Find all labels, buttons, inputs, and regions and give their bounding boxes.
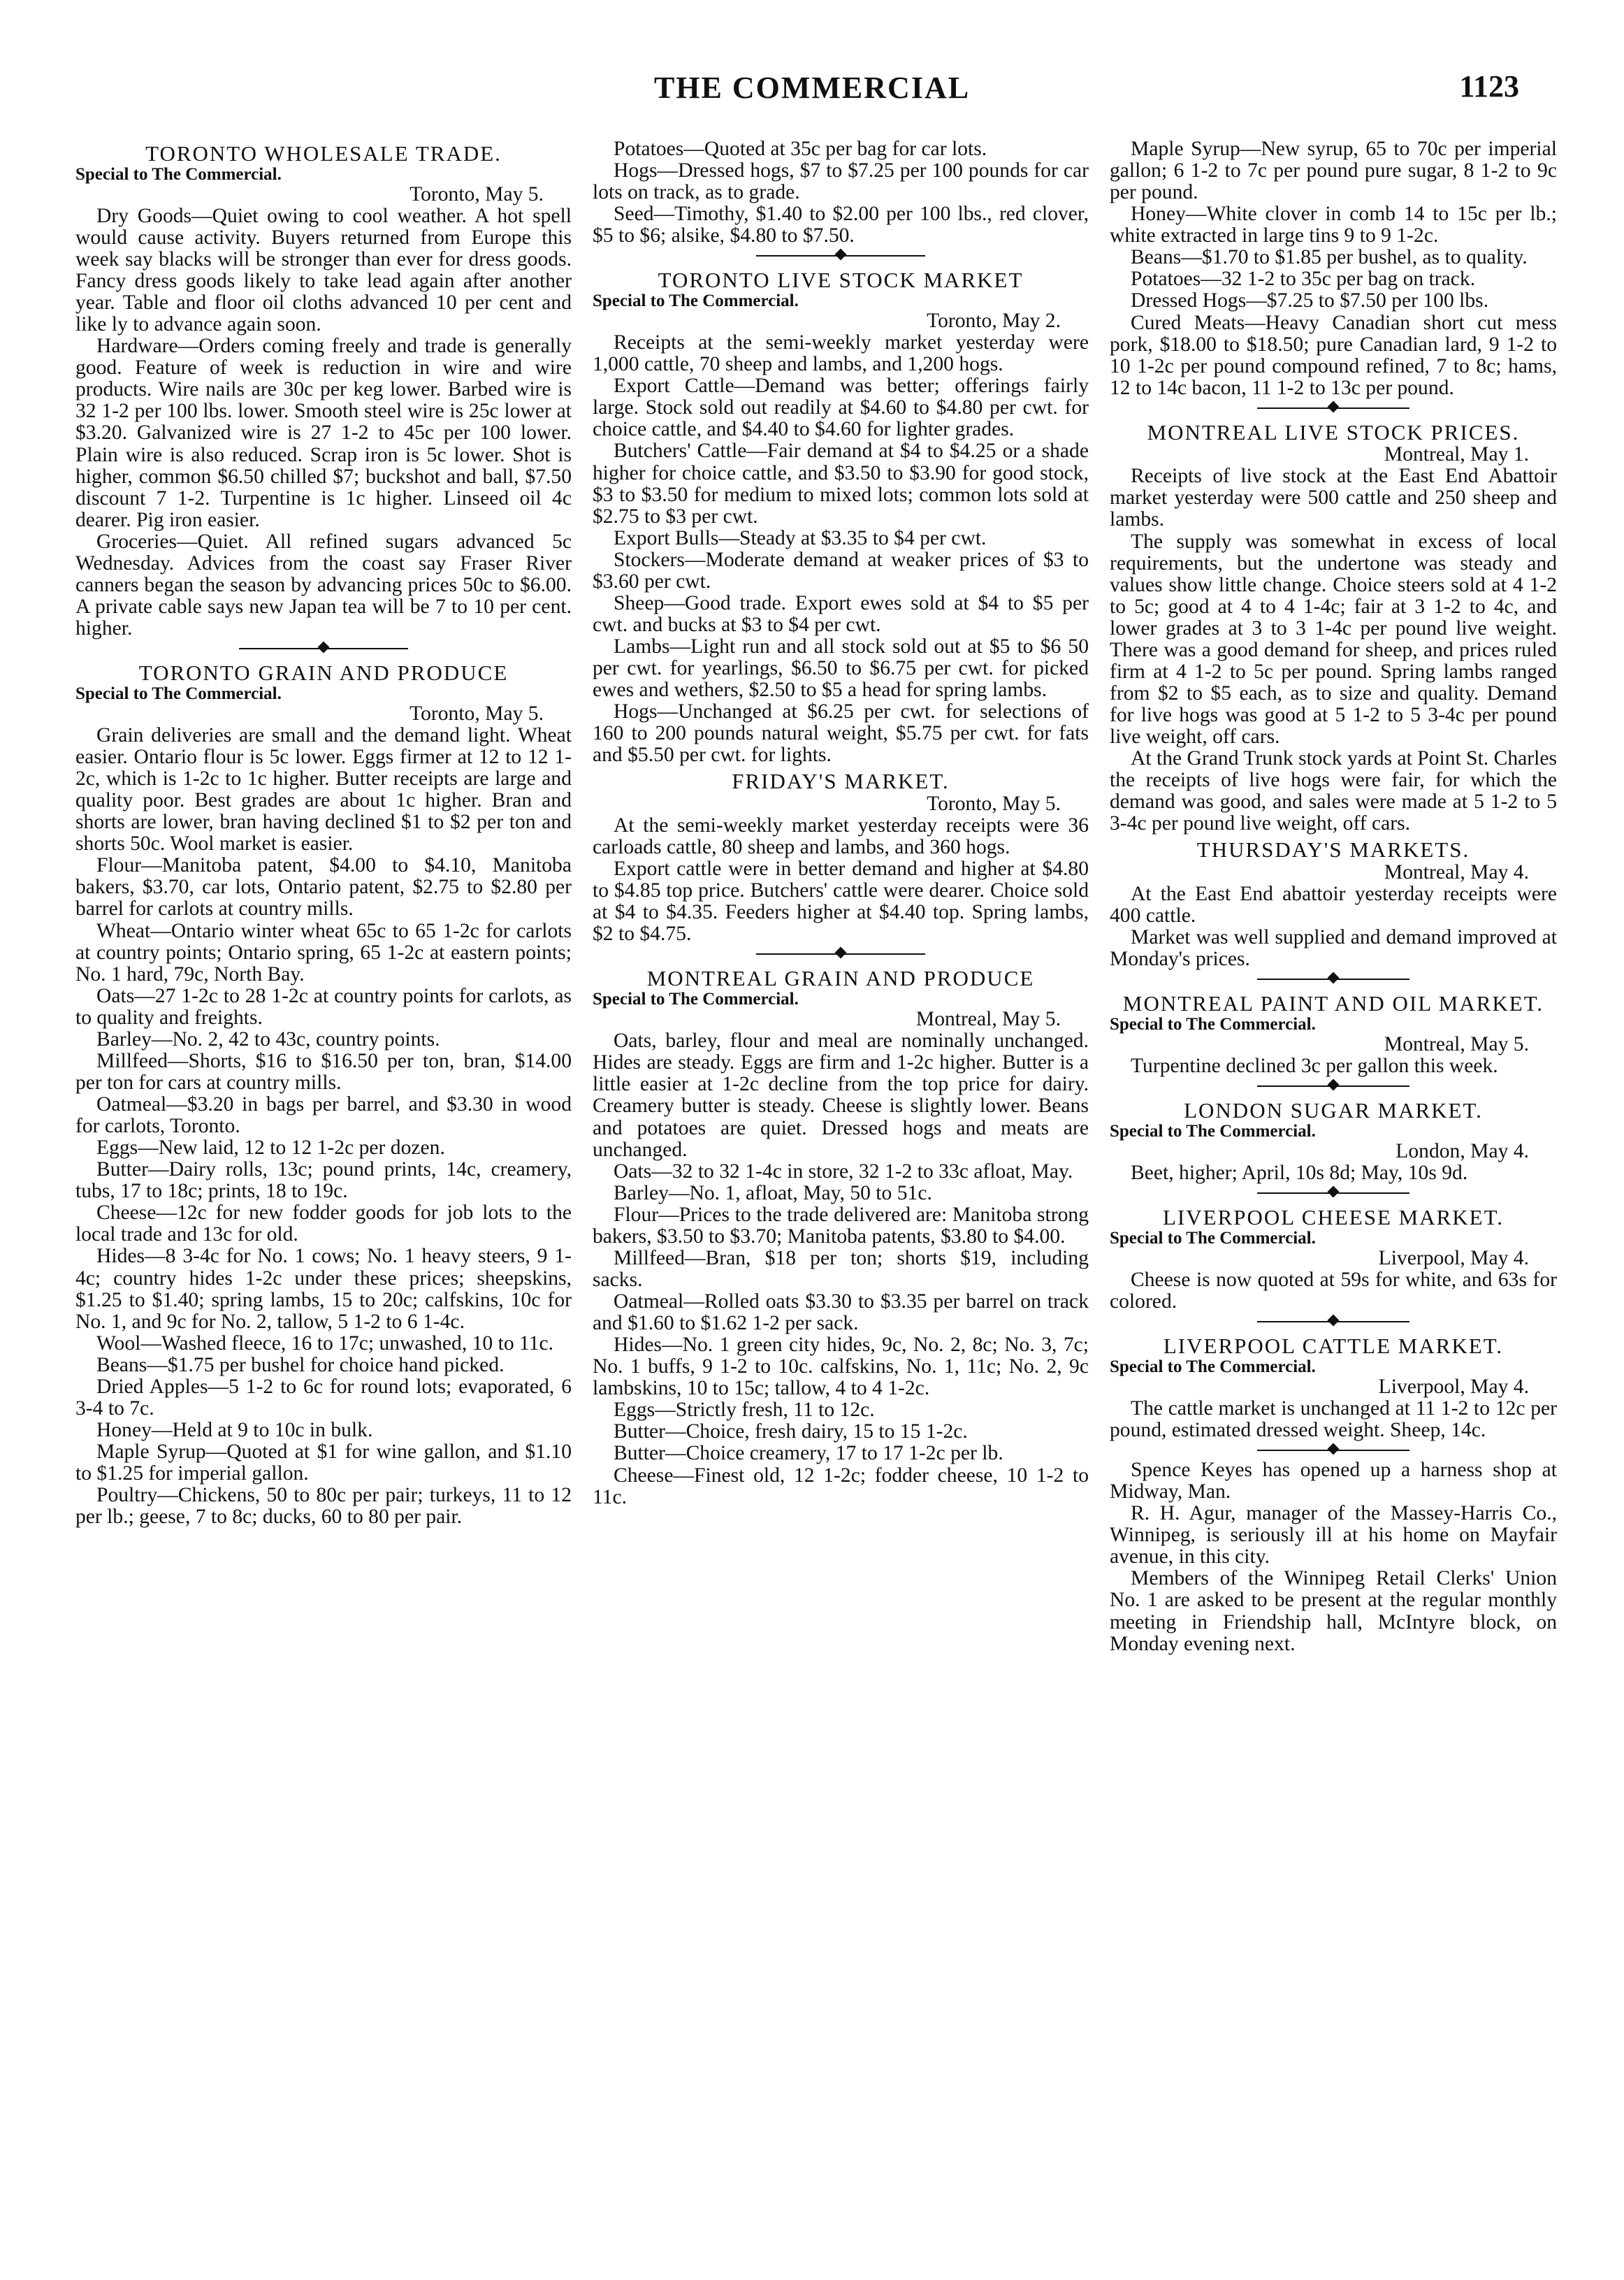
divider-ornament	[1328, 1186, 1340, 1198]
section-divider	[1110, 399, 1557, 417]
section-byline: Special to The Commercial.	[1110, 1014, 1316, 1034]
dateline: Montreal, May 5.	[1384, 1033, 1529, 1056]
paragraph: Oats—32 to 32 1-4c in store, 32 1-2 to 33c afloat, May.	[614, 1160, 1073, 1183]
paragraph: Export cattle were in better demand and higher at $4.80 to $4.85 top price. Butchers' cattle were dearer. Choice sold at $4 to $4.35. Feeders higher at $4.40 top. Spring lambs, $2 to $4.75.	[593, 858, 1089, 946]
paragraph: R. H. Agur, manager of the Massey-Harris Co., Winnipeg, is seriously ill at his home on Mayfair avenue, in this city.	[1110, 1502, 1557, 1568]
paragraph: The cattle market is unchanged at 11 1-2 to 12c per pound, estimated dressed weight. Sheep, 14c.	[1110, 1397, 1557, 1442]
paragraph: Dressed Hogs—$7.25 to $7.50 per 100 lbs.	[1131, 289, 1489, 312]
paragraph: At the East End abattoir yesterday receipts were 400 cattle.	[1110, 883, 1557, 928]
section-heading: TORONTO WHOLESALE TRADE.	[145, 141, 502, 166]
paragraph: Hides—8 3-4c for No. 1 cows; No. 1 heavy steers, 9 1-4c; country hides 1-2c under these prices; sheepskins, $1.25 to $1.40; spring lambs, 15 to 20c; calfskins, 10c for No. 1, and 9c for No. 2, tallow, 5 1-2 to 6 1-4c.	[75, 1245, 572, 1333]
section-byline: Special to The Commercial.	[1110, 1357, 1316, 1376]
divider-ornament	[1328, 401, 1340, 412]
section-divider	[1110, 1441, 1557, 1459]
dateline: Liverpool, May 4.	[1378, 1246, 1529, 1269]
paragraph: Honey—White clover in comb 14 to 15c per lb.; white extracted in large tins 9 to 9 1-2c.	[1110, 203, 1557, 247]
section-divider	[593, 247, 1089, 265]
paragraph: Honey—Held at 9 to 10c in bulk.	[96, 1418, 373, 1441]
paragraph: Beet, higher; April, 10s 8d; May, 10s 9d.	[1131, 1162, 1468, 1185]
column-middle	[593, 138, 1089, 2263]
paragraph: Butter—Choice, fresh dairy, 15 to 15 1-2c.	[614, 1420, 968, 1443]
paragraph: Export Cattle—Demand was better; offerings fairly large. Stock sold out readily at $4.60 to $4.80 per cwt. for choice cattle, and $4.40 to $4.60 for lighter grades.	[593, 375, 1089, 441]
section-divider	[1110, 970, 1557, 988]
dateline: Liverpool, May 4.	[1378, 1375, 1529, 1398]
paragraph: Potatoes—Quoted at 35c per bag for car lots.	[614, 138, 987, 160]
section-divider	[75, 640, 572, 658]
divider-ornament	[1328, 972, 1340, 984]
paragraph: Hardware—Orders coming freely and trade is generally good. Feature of week is reduction in wire and wire products. Wire nails are 30c per keg lower. Barbed wire is 32 1-2 per 100 lbs. lower. Smooth steel wire is 25c lower at $3.20. Galvanized wire is 27 1-2 to 45c per 100 lower. Plain wire is also reduced. Scrap iron is 5c lower. Shot is higher, common $6.50 chilled $7; buckshot and ball, $7.50 discount 7 1-2. Turpentine is 1c higher. Linseed oil 4c dearer. Pig iron easier.	[75, 335, 572, 531]
paragraph: Butter—Dairy rolls, 13c; pound prints, 14c, creamery, tubs, 17 to 18c; prints, 18 to 19c.	[75, 1158, 572, 1203]
section-divider	[1110, 1313, 1557, 1331]
section-heading: FRIDAY'S MARKET.	[732, 769, 950, 794]
section-heading: LIVERPOOL CATTLE MARKET.	[1163, 1334, 1504, 1359]
dateline: Toronto, May 5.	[409, 702, 544, 725]
section-divider	[1110, 1184, 1557, 1202]
dateline: Montreal, May 5.	[915, 1008, 1061, 1031]
paragraph: Maple Syrup—New syrup, 65 to 70c per imperial gallon; 6 1-2 to 7c per pound pure sugar, 8 1-2 to 9c per pound.	[1110, 138, 1557, 204]
section-byline: Special to The Commercial.	[1110, 1228, 1316, 1248]
section-byline: Special to The Commercial.	[593, 989, 799, 1009]
paragraph: Wheat—Ontario winter wheat 65c to 65 1-2c for carlots at country points; Ontario spring, 65 1-2c at eastern points; No. 1 hard, 79c, North Bay.	[75, 919, 572, 986]
paragraph: Potatoes—32 1-2 to 35c per bag on track.	[1131, 268, 1476, 291]
paragraph: Groceries—Quiet. All refined sugars advanced 5c Wednesday. Advices from the coast say Fraser River canners began the season by advancing prices 50c to $6.00. A private cable says new Japan tea will be 7 to 10 per cent. higher.	[75, 530, 572, 640]
paragraph: The supply was somewhat in excess of local requirements, but the undertone was steady and values show little change. Choice steers sold at 4 1-2 to 5c; good at 4 to 4 1-4c; fair at 3 1-2 to 4c, and lower grades at 3 to 3 1-4c per pound live weight. There was a good demand for sheep, and prices ruled firm at 4 1-2 to 5c per pound. Spring lambs ranged from $2 to $5 each, as to size and quality. Demand for live hogs was good at 5 1-2 to 5 3-4c per pound live weight, off cars.	[1110, 530, 1557, 749]
paragraph: Oats—27 1-2c to 28 1-2c at country points for carlots, as to quality and freights.	[75, 984, 572, 1029]
paragraph: Butchers' Cattle—Fair demand at $4 to $4.25 or a shade higher for choice cattle, and $3.50 to $3.90 for good stock, $3 to $3.50 for medium to mixed lots; common lots sold at $2.75 to $3 per cwt.	[593, 440, 1089, 528]
paragraph: Eggs—Strictly fresh, 11 to 12c.	[614, 1399, 875, 1422]
paragraph: Hides—No. 1 green city hides, 9c, No. 2, 8c; No. 3, 7c; No. 1 buffs, 9 1-2 to 10c. calfskins, No. 1, 11c; No. 2, 9c lambskins, 10 to 15c; tallow, 4 to 4 1-2c.	[593, 1334, 1089, 1400]
paragraph: Members of the Winnipeg Retail Clerks' Union No. 1 are asked to be present at the regular monthly meeting in Friendship hall, McIntyre block, on Monday evening next.	[1110, 1567, 1557, 1655]
page-number: 1123	[1459, 69, 1519, 103]
paragraph: Oatmeal—$3.20 in bags per barrel, and $3.30 in wood for carlots, Toronto.	[75, 1093, 572, 1138]
section-divider	[1110, 1077, 1557, 1095]
section-heading: LONDON SUGAR MARKET.	[1184, 1098, 1483, 1123]
section-byline: Special to The Commercial.	[593, 291, 799, 310]
section-heading: THURSDAY'S MARKETS.	[1196, 837, 1470, 863]
paragraph: Seed—Timothy, $1.40 to $2.00 per 100 lbs., red clover, $5 to $6; alsike, $4.80 to $7.50.	[593, 203, 1089, 247]
paragraph: Flour—Prices to the trade delivered are: Manitoba strong bakers, $3.50 to $3.70; Manitoba patents, $3.80 to $4.00.	[593, 1203, 1089, 1248]
section-divider	[593, 945, 1089, 963]
dateline: Toronto, May 5.	[927, 792, 1061, 815]
paragraph: Eggs—New laid, 12 to 12 1-2c per dozen.	[96, 1137, 445, 1160]
paragraph: Beans—$1.75 per bushel for choice hand picked.	[96, 1353, 505, 1376]
divider-ornament	[1328, 1079, 1340, 1091]
paragraph: Cheese is now quoted at 59s for white, and 63s for colored.	[1110, 1268, 1557, 1313]
page-header	[0, 0, 1624, 140]
paragraph: Dried Apples—5 1-2 to 6c for round lots; evaporated, 6 3-4 to 7c.	[75, 1375, 572, 1420]
divider-ornament	[1328, 1315, 1340, 1327]
paragraph: Hogs—Unchanged at $6.25 per cwt. for selections of 160 to 200 pounds natural weight, $5.75 per cwt. for fats and $5.50 per cwt. for lights.	[593, 700, 1089, 767]
paragraph: Maple Syrup—Quoted at $1 for wine gallon, and $1.10 to $1.25 for imperial gallon.	[75, 1441, 572, 1485]
paragraph: Dry Goods—Quiet owing to cool weather. A hot spell would cause activity. Buyers returned from Europe this week say blacks will be stronger than ever for dress goods. Fancy dress goods likely to take lead again after another year. Table and floor oil cloths advanced 10 per cent and like ly to advance again soon.	[75, 204, 572, 336]
paragraph: Cured Meats—Heavy Canadian short cut mess pork, $18.00 to $18.50; pure Canadian lard, 9 1-2 to 10 1-2c per pound compound refined, 7 to 8c; hams, 12 to 14c bacon, 11 1-2 to 13c per pound.	[1110, 311, 1557, 399]
section-byline: Special to The Commercial.	[75, 164, 282, 184]
paragraph: Oats, barley, flour and meal are nominally unchanged. Hides are steady. Eggs are firm and 1-2c higher. Butter is a little easier at 1-2c decline from the top price for dairy. Creamery butter is steady. Cheese is slightly lower. Beans and potatoes are quiet. Dressed hogs and meats are unchanged.	[593, 1030, 1089, 1161]
section-heading: MONTREAL PAINT AND OIL MARKET.	[1122, 991, 1544, 1016]
paragraph: Receipts of live stock at the East End Abattoir market yesterday were 500 cattle and 250 sheep and lambs.	[1110, 465, 1557, 531]
paragraph: Receipts at the semi-weekly market yesterday were 1,000 cattle, 70 sheep and lambs, and 1,200 hogs.	[593, 331, 1089, 376]
paragraph: Poultry—Chickens, 50 to 80c per pair; turkeys, 11 to 12 per lb.; geese, 7 to 8c; ducks, 60 to 80 per pair.	[75, 1484, 572, 1529]
paragraph: Cheese—12c for new fodder goods for job lots to the local trade and 13c for old.	[75, 1202, 572, 1246]
paragraph: Grain deliveries are small and the demand light. Wheat easier. Ontario flour is 5c lower. Eggs firmer at 12 to 12 1-2c, which is 1-2c to 1c higher. Butter receipts are large and quality poor. Best grades are about 1c higher. Bran and shorts are lower, bran having declined $1 to $2 per ton and shorts 50c. Wool market is easier.	[75, 723, 572, 856]
dateline: Montreal, May 4.	[1384, 860, 1529, 883]
paragraph: Market was well supplied and demand improved at Monday's prices.	[1110, 926, 1557, 971]
paragraph: Barley—No. 2, 42 to 43c, country points.	[96, 1027, 440, 1051]
divider-ornament	[1328, 1443, 1340, 1455]
paragraph: Millfeed—Bran, $18 per ton; shorts $19, including sacks.	[593, 1246, 1089, 1291]
paragraph: At the Grand Trunk stock yards at Point St. Charles the receipts of live hogs were fair, for which the demand was good, and sales were made at 5 1-2 to 5 3-4c per pound live weight, off cars.	[1110, 747, 1557, 835]
paragraph: Oatmeal—Rolled oats $3.30 to $3.35 per barrel on track and $1.60 to $1.62 1-2 per sack.	[593, 1290, 1089, 1335]
section-heading: MONTREAL GRAIN AND PRODUCE	[646, 966, 1035, 991]
column-left	[75, 138, 572, 2263]
paragraph: Flour—Manitoba patent, $4.00 to $4.10, Manitoba bakers, $3.70, car lots, Ontario patent, $2.75 to $2.80 per barrel for carlots at country mills.	[75, 854, 572, 921]
paragraph: Turpentine declined 3c per gallon this week.	[1131, 1055, 1498, 1078]
paragraph: Cheese—Finest old, 12 1-2c; fodder cheese, 10 1-2 to 11c.	[593, 1464, 1089, 1508]
paragraph: Spence Keyes has opened up a harness shop at Midway, Man.	[1110, 1459, 1557, 1503]
dateline: London, May 4.	[1395, 1140, 1529, 1162]
divider-ornament	[835, 947, 847, 959]
divider-ornament	[835, 249, 847, 261]
section-heading: MONTREAL LIVE STOCK PRICES.	[1147, 419, 1520, 445]
paragraph: Sheep—Good trade. Export ewes sold at $4 to $5 per cwt. and bucks at $3 to $4 per cwt.	[593, 591, 1089, 636]
paragraph: Butter—Choice creamery, 17 to 17 1-2c per lb.	[614, 1442, 1003, 1465]
paragraph: Millfeed—Shorts, $16 to $16.50 per ton, bran, $14.00 per ton for cars at country mills.	[75, 1049, 572, 1094]
paragraph: Wool—Washed fleece, 16 to 17c; unwashed, 10 to 11c.	[96, 1332, 554, 1355]
paragraph: Export Bulls—Steady at $3.35 to $4 per cwt.	[614, 526, 987, 549]
dateline: Toronto, May 5.	[409, 182, 544, 205]
divider-ornament	[318, 642, 330, 654]
section-byline: Special to The Commercial.	[75, 684, 282, 703]
dateline: Toronto, May 2.	[927, 310, 1061, 333]
paragraph: Barley—No. 1, afloat, May, 50 to 51c.	[614, 1181, 932, 1204]
publication-title: THE COMMERCIAL	[653, 71, 971, 105]
paragraph: Stockers—Moderate demand at weaker prices of $3 to $3.60 per cwt.	[593, 548, 1089, 593]
paragraph: Beans—$1.70 to $1.85 per bushel, as to quality.	[1131, 246, 1528, 269]
section-heading: TORONTO LIVE STOCK MARKET	[658, 268, 1024, 293]
paragraph: Hogs—Dressed hogs, $7 to $7.25 per 100 pounds for car lots on track, as to grade.	[593, 159, 1089, 204]
column-right	[1110, 138, 1557, 2263]
paragraph: At the semi-weekly market yesterday receipts were 36 carloads cattle, 80 sheep and lambs, and 360 hogs.	[593, 814, 1089, 859]
section-heading: LIVERPOOL CHEESE MARKET.	[1162, 1205, 1504, 1230]
section-heading: TORONTO GRAIN AND PRODUCE	[138, 661, 509, 686]
section-byline: Special to The Commercial.	[1110, 1121, 1316, 1141]
paragraph: Lambs—Light run and all stock sold out at $5 to $6 50 per cwt. for yearlings, $6.50 to $6.75 per cwt. for picked ewes and wethers, $2.50 to $5 a head for spring lambs.	[593, 635, 1089, 702]
dateline: Montreal, May 1.	[1384, 443, 1529, 466]
